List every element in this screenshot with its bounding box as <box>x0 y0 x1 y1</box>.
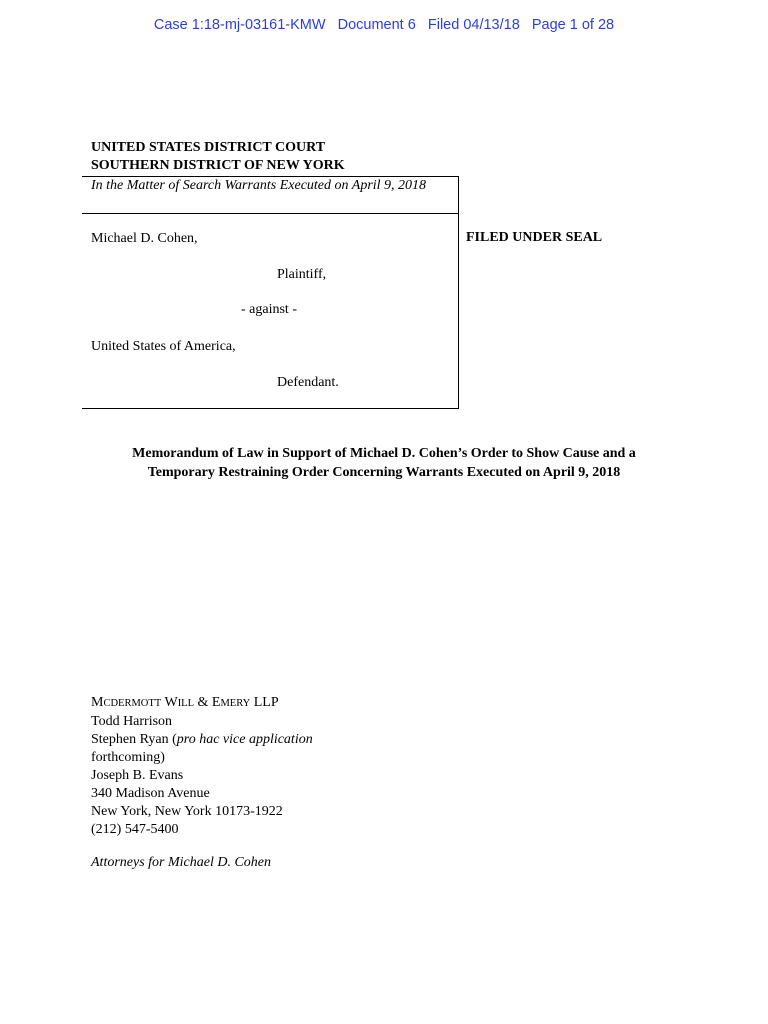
plaintiff-role: Plaintiff, <box>277 267 327 282</box>
attorney-name-text: Stephen Ryan ( <box>91 732 177 747</box>
document-title-line1: Memorandum of Law in Support of Michael D. Cohen’s Order to Show Cause and a <box>132 446 636 461</box>
firm-letter: E <box>211 695 221 710</box>
attorney-name: Todd Harrison <box>91 714 173 729</box>
attorney-note-continued: forthcoming) <box>91 750 165 765</box>
court-name-line1: UNITED STATES DISTRICT COURT <box>91 140 326 155</box>
versus-label: - against - <box>241 302 297 317</box>
firm-phone: (212) 547-5400 <box>91 822 179 837</box>
firm-suffix: LLP <box>253 695 279 710</box>
court-name <box>91 139 345 175</box>
ecf-filing-header: Case 1:18-mj-03161-KMW Document 6 Filed 04/13/18 Page 1 of 28 <box>153 17 615 33</box>
firm-address-line1: 340 Madison Avenue <box>91 786 210 801</box>
firm-letter: M <box>91 695 104 710</box>
plaintiff-name: Michael D. Cohen, <box>91 231 198 246</box>
attorney-name <box>91 731 313 749</box>
document-title-line2: Temporary Restraining Order Concerning Warrants Executed on April 9, 2018 <box>147 465 621 480</box>
law-firm-name <box>91 694 313 713</box>
counsel-block <box>91 694 313 839</box>
filed-under-seal-label: FILED UNDER SEAL <box>466 230 603 245</box>
firm-letter: C <box>103 698 111 709</box>
caption-matter: In the Matter of Search Warrants Executed on April 9, 2018 <box>91 178 427 193</box>
defendant-role: Defendant. <box>277 375 339 390</box>
firm-word: ILL <box>177 698 195 709</box>
firm-address-line2: New York, New York 10173-1922 <box>91 804 283 819</box>
document-title <box>90 444 678 482</box>
attorneys-for-label: Attorneys for Michael D. Cohen <box>91 855 272 870</box>
court-name-line2: SOUTHERN DISTRICT OF NEW YORK <box>91 158 345 173</box>
firm-letter: W <box>164 695 178 710</box>
firm-word: MERY <box>220 698 251 709</box>
firm-word: DERMOTT <box>110 698 162 709</box>
firm-ampersand: & <box>197 695 209 710</box>
pro-hac-vice-note: pro hac vice application <box>176 732 313 747</box>
defendant-name: United States of America, <box>91 339 236 354</box>
attorney-name: Joseph B. Evans <box>91 768 184 783</box>
